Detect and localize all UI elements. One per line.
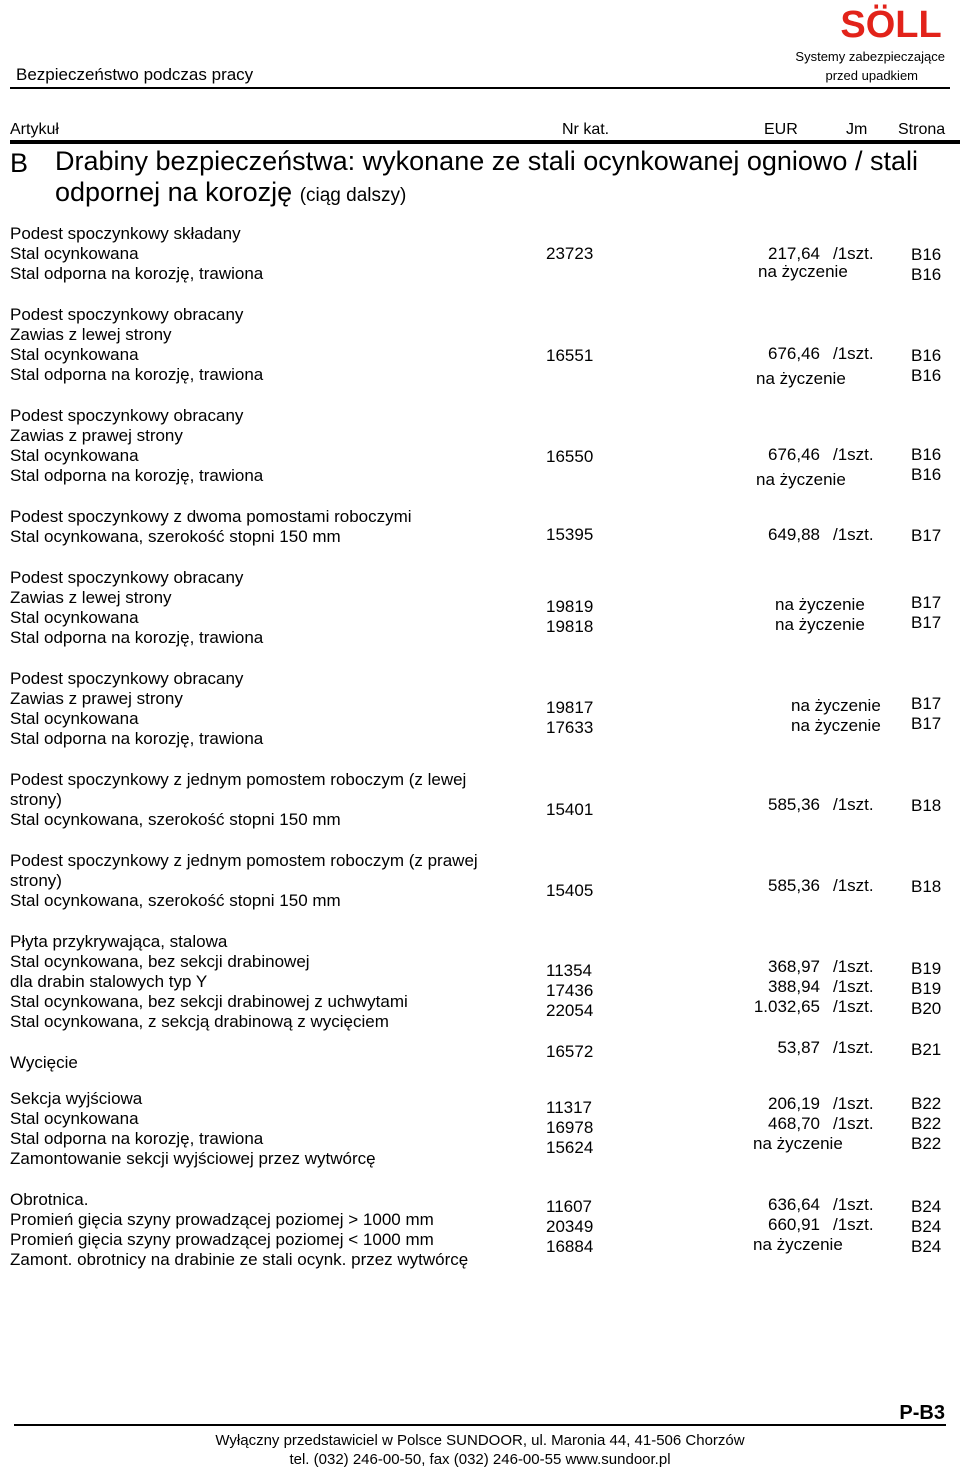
- tagline-line2: przed upadkiem: [825, 68, 918, 83]
- page-ref: B18: [911, 877, 942, 896]
- price: 660,91: [768, 1215, 820, 1234]
- footer-line1: Wyłączny przedstawiciel w Polsce SUNDOOR, ul. Maronia 44, 41-506 Chorzów: [215, 1432, 745, 1449]
- header-title: Bezpieczeństwo podczas pracy: [16, 65, 254, 84]
- desc-line: Podest spoczynkowy z dwoma pomostami roboczymi: [10, 507, 412, 526]
- page-number: P-B3: [899, 1402, 945, 1424]
- catalog-number: 11354: [546, 961, 593, 980]
- section-subtitle: (ciąg dalszy): [299, 185, 407, 206]
- footer-rule: [14, 1424, 946, 1426]
- columns-rule: [10, 140, 960, 144]
- price: 676,46: [768, 344, 820, 363]
- page-ref: B19: [911, 979, 942, 998]
- price: 53,87: [777, 1038, 820, 1057]
- price-on-request: na życzenie: [791, 696, 881, 715]
- unit: /1szt.: [833, 876, 874, 895]
- unit: /1szt.: [833, 445, 874, 464]
- page-ref: B17: [911, 593, 942, 612]
- desc-line: Obrotnica.: [10, 1190, 89, 1209]
- col-catno: Nr kat.: [562, 121, 610, 138]
- col-article: Artykuł: [10, 121, 59, 138]
- desc-line: Podest spoczynkowy obracany: [10, 669, 244, 688]
- section-title-text: Drabiny bezpieczeństwa: wykonane ze stali ocynkowanej ogniowo / stali odpornej na korozję: [55, 146, 918, 207]
- footer-line2: tel. (032) 246-00-50, fax (032) 246-00-55 www.sundoor.pl: [289, 1451, 671, 1468]
- catalog-number: 16572: [546, 1042, 594, 1061]
- unit: /1szt.: [833, 244, 874, 263]
- price: 388,94: [768, 977, 820, 996]
- desc-line: Podest spoczynkowy z jednym pomostem roboczym (z prawej: [10, 851, 478, 870]
- desc-line: Stal ocynkowana: [10, 1109, 139, 1128]
- desc-line: Zawias z prawej strony: [10, 689, 183, 708]
- desc-line: Stal ocynkowana, szerokość stopni 150 mm: [10, 891, 341, 910]
- page-ref: B21: [911, 1040, 942, 1059]
- catalog-number: 20349: [546, 1217, 594, 1236]
- catalog-number: 16978: [546, 1118, 594, 1137]
- section-title: [55, 146, 945, 211]
- price: 217,64: [768, 244, 820, 263]
- price-on-request: na życzenie: [775, 615, 865, 634]
- price-on-request: na życzenie: [758, 262, 848, 281]
- desc-line: Stal ocynkowana: [10, 709, 139, 728]
- catalog-number: 23723: [546, 244, 594, 263]
- desc-line: Podest spoczynkowy z jednym pomostem roboczym (z lewej: [10, 770, 467, 789]
- price: 468,70: [768, 1114, 820, 1133]
- page-ref: B18: [911, 796, 942, 815]
- desc-line: Promień gięcia szyny prowadzącej poziomej > 1000 mm: [10, 1210, 434, 1229]
- catalog-number: 15395: [546, 525, 594, 544]
- catalog-number: 16550: [546, 447, 594, 466]
- logo-text: SÖLL: [840, 4, 942, 46]
- desc-line: Zamontowanie sekcji wyjściowej przez wytwórcę: [10, 1149, 376, 1168]
- desc-line: Wycięcie: [10, 1053, 78, 1072]
- desc-line: Zawias z prawej strony: [10, 426, 183, 445]
- catalog-number: 19819: [546, 597, 594, 616]
- catalog-number: 15624: [546, 1138, 594, 1157]
- desc-line: Zawias z lewej strony: [10, 325, 172, 344]
- page-ref: B22: [911, 1094, 942, 1113]
- catalog-number: 17436: [546, 981, 594, 1000]
- unit: /1szt.: [833, 977, 874, 996]
- desc-line: Podest spoczynkowy obracany: [10, 305, 244, 324]
- unit: /1szt.: [833, 525, 874, 544]
- price: 585,36: [768, 876, 820, 895]
- desc-line: Zamont. obrotnicy na drabinie ze stali ocynk. przez wytwórcę: [10, 1250, 469, 1269]
- desc-line: Stal ocynkowana: [10, 446, 139, 465]
- catalog-number: 15401: [546, 800, 594, 819]
- desc-line: Stal ocynkowana, z sekcją drabinową z wycięciem: [10, 1012, 389, 1031]
- catalog-number: 19817: [546, 698, 594, 717]
- catalog-number: 11607: [546, 1197, 593, 1216]
- desc-line: Stal ocynkowana: [10, 345, 139, 364]
- price: 649,88: [768, 525, 820, 544]
- price: 636,64: [768, 1195, 820, 1214]
- page-ref: B17: [911, 526, 942, 545]
- col-eur: EUR: [764, 121, 798, 138]
- section-letter: B: [10, 148, 29, 178]
- desc-line: Stal ocynkowana: [10, 608, 139, 627]
- tagline-line1: Systemy zabezpieczające: [795, 49, 945, 64]
- catalog-number: 15405: [546, 881, 594, 900]
- page-ref: B17: [911, 714, 942, 733]
- page-ref: B19: [911, 959, 942, 978]
- desc-line: Stal ocynkowana, szerokość stopni 150 mm: [10, 527, 341, 546]
- col-unit: Jm: [846, 121, 868, 138]
- page-ref: B20: [911, 999, 942, 1018]
- col-page: Strona: [898, 121, 946, 138]
- price-on-request: na życzenie: [791, 716, 881, 735]
- page-ref: B16: [911, 265, 942, 284]
- desc-line: Promień gięcia szyny prowadzącej poziomej < 1000 mm: [10, 1230, 434, 1249]
- desc-line: Podest spoczynkowy składany: [10, 224, 241, 243]
- catalog-number: 19818: [546, 617, 594, 636]
- unit: /1szt.: [833, 1114, 874, 1133]
- price: 676,46: [768, 445, 820, 464]
- desc-line: Stal odporna na korozję, trawiona: [10, 264, 264, 283]
- page-ref: B24: [911, 1237, 942, 1256]
- desc-line: Podest spoczynkowy obracany: [10, 406, 244, 425]
- catalog-number: 16884: [546, 1237, 594, 1256]
- catalog-number: 22054: [546, 1001, 594, 1020]
- catalog-number: 11317: [546, 1098, 593, 1117]
- soll-logo: [840, 4, 942, 46]
- desc-line: Stal ocynkowana, bez sekcji drabinowej z uchwytami: [10, 992, 408, 1011]
- page-ref: B22: [911, 1134, 942, 1153]
- page-ref: B16: [911, 245, 942, 264]
- price: 368,97: [768, 957, 820, 976]
- desc-line: Podest spoczynkowy obracany: [10, 568, 244, 587]
- desc-line: Zawias z lewej strony: [10, 588, 172, 607]
- desc-line: Stal ocynkowana, bez sekcji drabinowej: [10, 952, 310, 971]
- price-on-request: na życzenie: [753, 1134, 843, 1153]
- unit: /1szt.: [833, 1195, 874, 1214]
- desc-line: strony): [10, 871, 62, 890]
- catalog-number: 17633: [546, 718, 594, 737]
- price: 206,19: [768, 1094, 820, 1113]
- page-ref: B17: [911, 613, 942, 632]
- unit: /1szt.: [833, 1215, 874, 1234]
- unit: /1szt.: [833, 1038, 874, 1057]
- unit: /1szt.: [833, 795, 874, 814]
- desc-line: strony): [10, 790, 62, 809]
- page-ref: B16: [911, 465, 942, 484]
- desc-line: Stal ocynkowana, szerokość stopni 150 mm: [10, 810, 341, 829]
- unit: /1szt.: [833, 997, 874, 1016]
- page-ref: B17: [911, 694, 942, 713]
- catalog-number: 16551: [546, 346, 594, 365]
- unit: /1szt.: [833, 344, 874, 363]
- page-ref: B16: [911, 366, 942, 385]
- price-on-request: na życzenie: [756, 470, 846, 489]
- desc-line: Płyta przykrywająca, stalowa: [10, 932, 228, 951]
- unit: /1szt.: [833, 1094, 874, 1113]
- page-ref: B24: [911, 1197, 942, 1216]
- price-on-request: na życzenie: [756, 369, 846, 388]
- desc-line: Sekcja wyjściowa: [10, 1089, 143, 1108]
- price: 1.032,65: [753, 997, 820, 1016]
- page-ref: B22: [911, 1114, 942, 1133]
- page-ref: B24: [911, 1217, 942, 1236]
- page-ref: B16: [911, 346, 942, 365]
- price-on-request: na życzenie: [753, 1235, 843, 1254]
- price-on-request: na życzenie: [775, 595, 865, 614]
- desc-line: dla drabin stalowych typ Y: [10, 972, 208, 991]
- desc-line: Stal ocynkowana: [10, 244, 139, 263]
- desc-line: Stal odporna na korozję, trawiona: [10, 1129, 264, 1148]
- page-ref: B16: [911, 445, 942, 464]
- desc-line: Stal odporna na korozję, trawiona: [10, 628, 264, 647]
- header-rule: [10, 87, 950, 89]
- desc-line: Stal odporna na korozję, trawiona: [10, 729, 264, 748]
- desc-line: Stal odporna na korozję, trawiona: [10, 466, 264, 485]
- unit: /1szt.: [833, 957, 874, 976]
- desc-line: Stal odporna na korozję, trawiona: [10, 365, 264, 384]
- price: 585,36: [768, 795, 820, 814]
